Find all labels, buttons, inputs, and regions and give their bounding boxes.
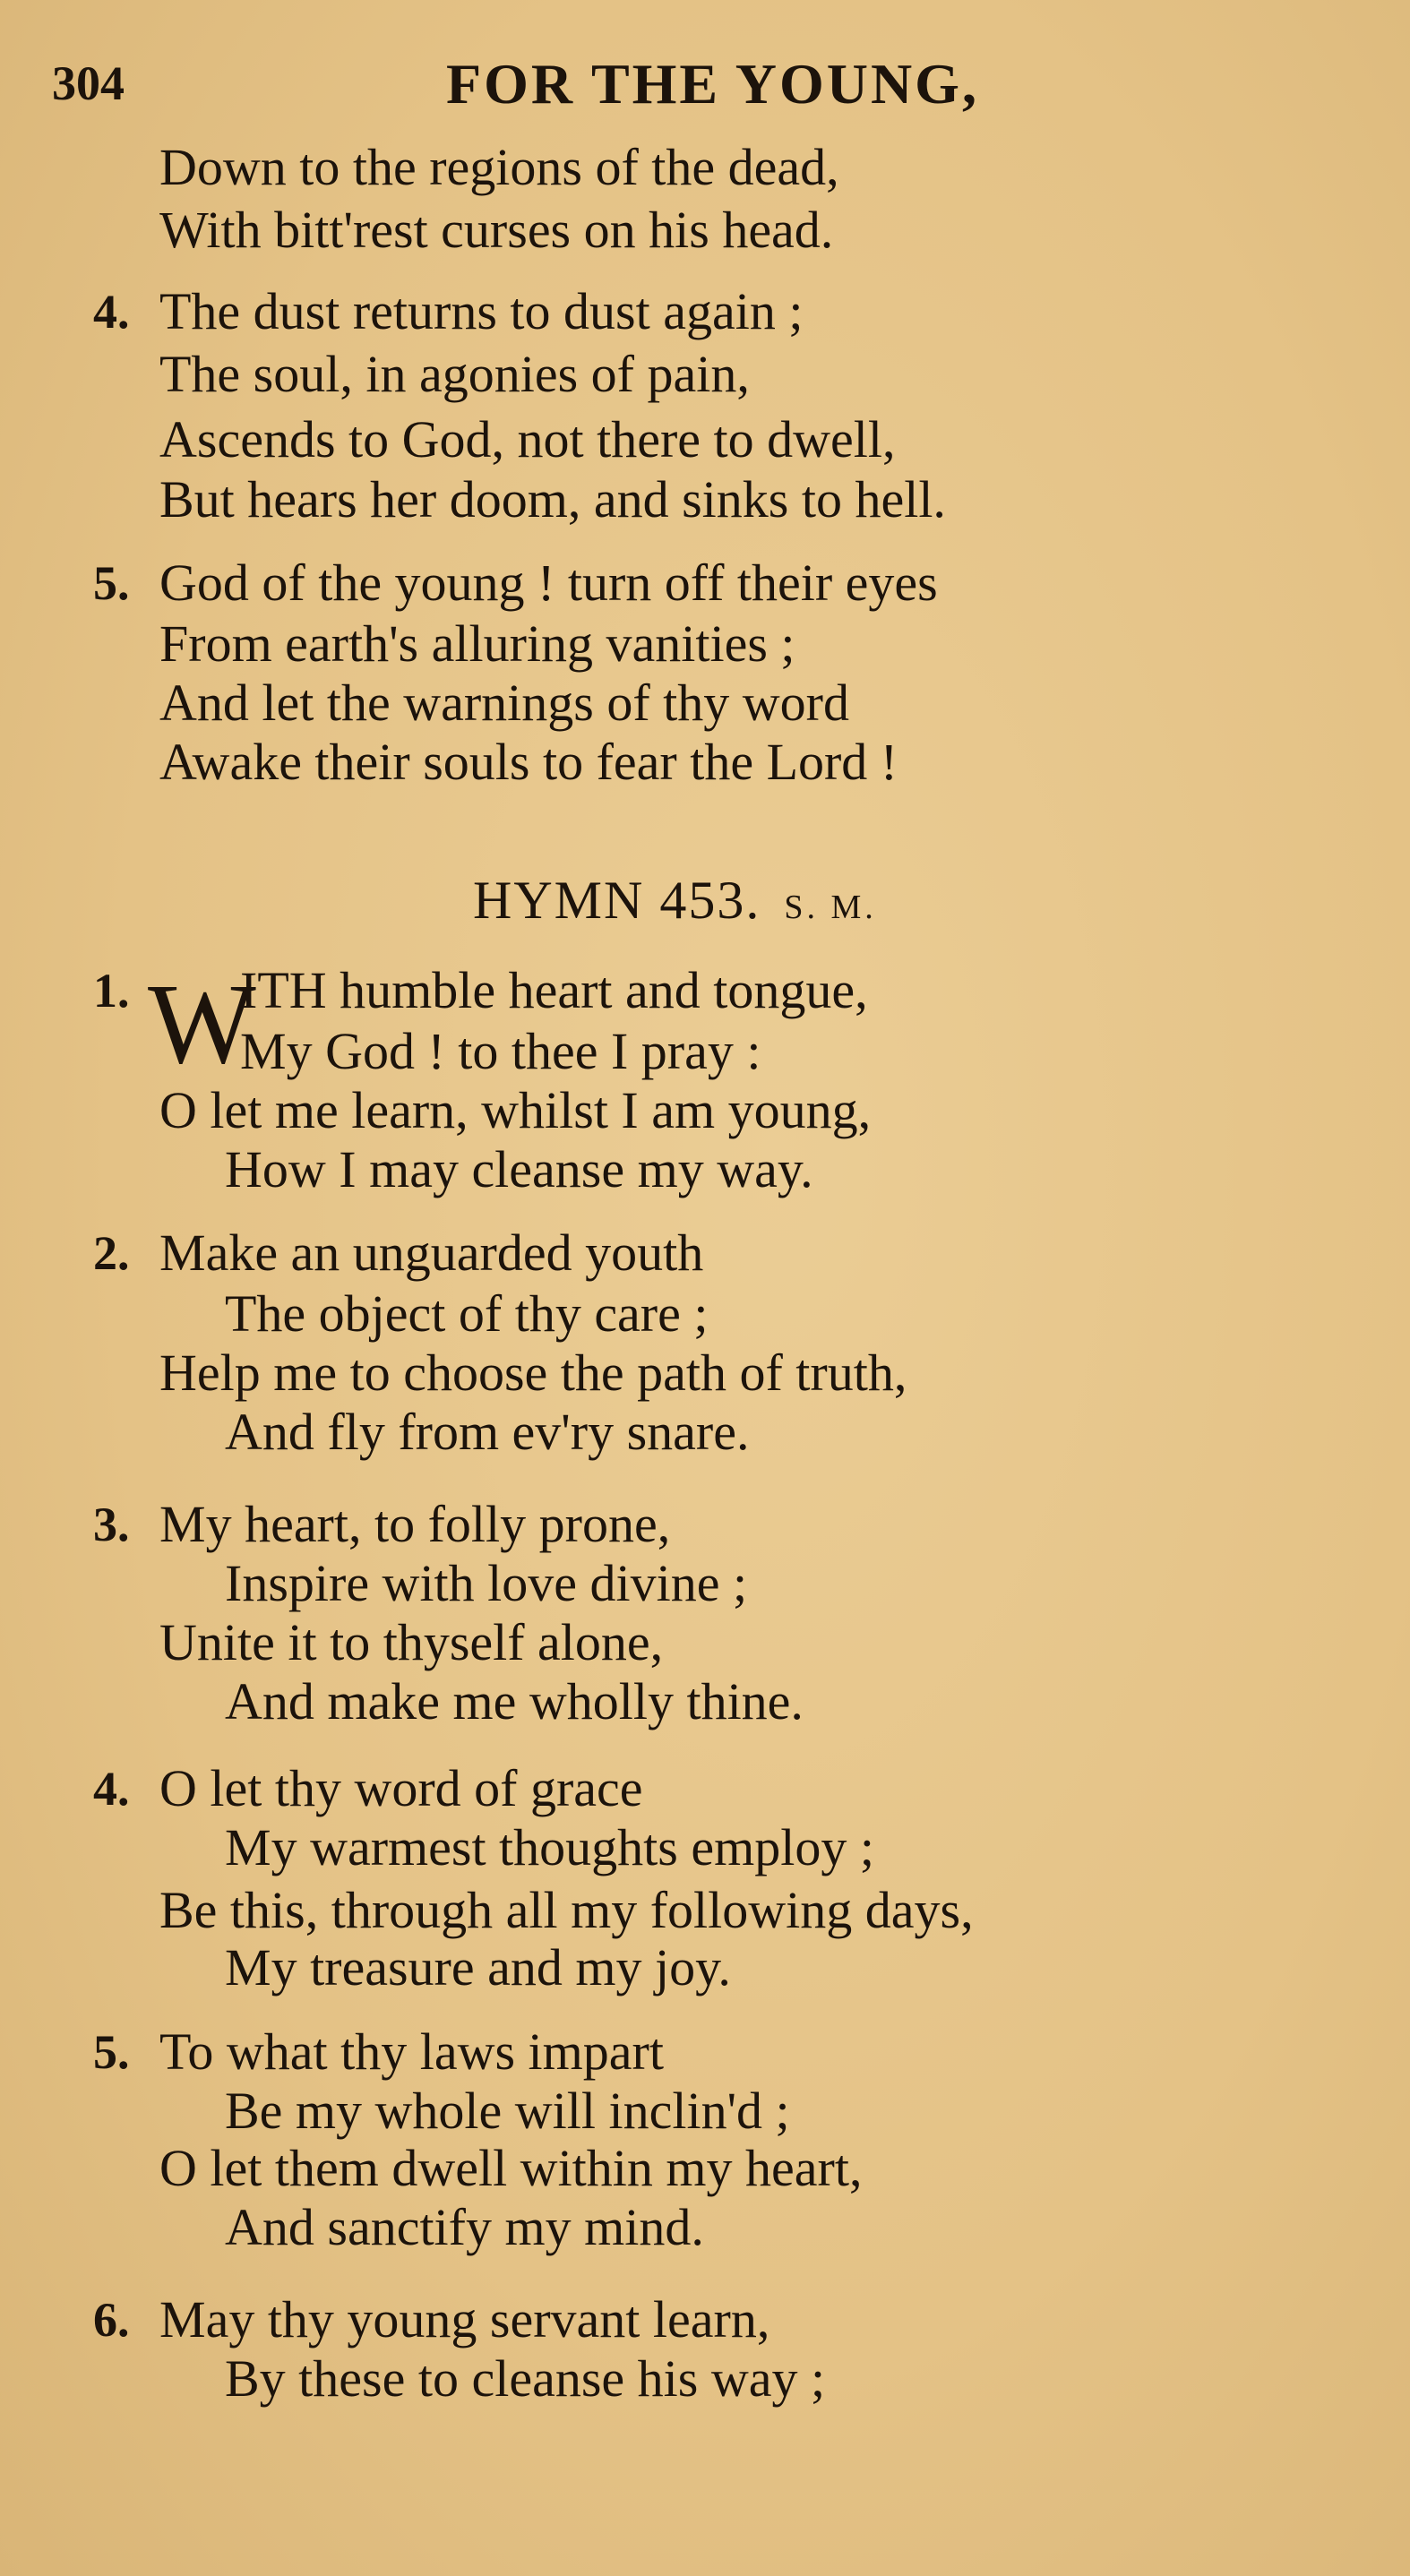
verse-line: My heart, to folly prone, bbox=[159, 1495, 671, 1553]
page-number: 304 bbox=[52, 56, 125, 110]
stanza-number: 1. bbox=[93, 964, 130, 1018]
verse-line: And fly from ev'ry snare. bbox=[225, 1403, 750, 1461]
verse-line: ITH humble heart and tongue, bbox=[240, 961, 868, 1019]
verse-line: The soul, in agonies of pain, bbox=[159, 345, 750, 403]
verse-line: And let the warnings of thy word bbox=[159, 674, 849, 732]
verse-line: My God ! to thee I pray : bbox=[240, 1022, 761, 1080]
verse-line: Down to the regions of the dead, bbox=[159, 138, 839, 196]
verse-line: To what thy laws impart bbox=[159, 2022, 664, 2081]
verse-line: Inspire with love divine ; bbox=[225, 1554, 748, 1612]
hymn-meter: S. M. bbox=[784, 889, 877, 926]
stanza-number: 5. bbox=[93, 2025, 130, 2079]
verse-line: Be this, through all my following days, bbox=[159, 1881, 974, 1939]
stanza-number: 5. bbox=[93, 556, 130, 610]
verse-line: From earth's alluring vanities ; bbox=[159, 614, 795, 673]
running-head: FOR THE YOUNG, bbox=[446, 52, 979, 116]
verse-line: With bitt'rest curses on his head. bbox=[159, 201, 834, 259]
verse-line: Ascends to God, not there to dwell, bbox=[159, 410, 896, 468]
verse-line: May thy young servant learn, bbox=[159, 2290, 770, 2348]
verse-line: How I may cleanse my way. bbox=[225, 1140, 813, 1198]
hymn-number: HYMN 453. bbox=[473, 871, 761, 930]
verse-line: Be my whole will inclin'd ; bbox=[225, 2082, 790, 2140]
verse-line: And make me wholly thine. bbox=[225, 1672, 804, 1730]
verse-line: Awake their souls to fear the Lord ! bbox=[159, 733, 898, 791]
stanza-number: 4. bbox=[93, 1762, 130, 1816]
hymn-title bbox=[473, 869, 877, 939]
verse-line: And sanctify my mind. bbox=[225, 2198, 704, 2256]
verse-line: My warmest thoughts employ ; bbox=[225, 1818, 874, 1876]
verse-line: The object of thy care ; bbox=[225, 1284, 709, 1343]
verse-line: O let me learn, whilst I am young, bbox=[159, 1081, 872, 1139]
verse-line: By these to cleanse his way ; bbox=[225, 2349, 826, 2408]
verse-line: But hears her doom, and sinks to hell. bbox=[159, 470, 946, 528]
stanza-number: 4. bbox=[93, 285, 130, 339]
stanza-number: 6. bbox=[93, 2293, 130, 2347]
verse-line: Make an unguarded youth bbox=[159, 1224, 704, 1282]
verse-line: God of the young ! turn off their eyes bbox=[159, 554, 938, 612]
stanza-number: 3. bbox=[93, 1498, 130, 1551]
verse-line: The dust returns to dust again ; bbox=[159, 282, 804, 340]
verse-line: Help me to choose the path of truth, bbox=[159, 1344, 907, 1402]
drop-cap: W bbox=[148, 960, 256, 1087]
verse-line: O let them dwell within my heart, bbox=[159, 2139, 863, 2197]
verse-line: Unite it to thyself alone, bbox=[159, 1613, 664, 1671]
stanza-number: 2. bbox=[93, 1226, 130, 1280]
verse-line: My treasure and my joy. bbox=[225, 1938, 731, 1996]
verse-line: O let thy word of grace bbox=[159, 1759, 643, 1817]
